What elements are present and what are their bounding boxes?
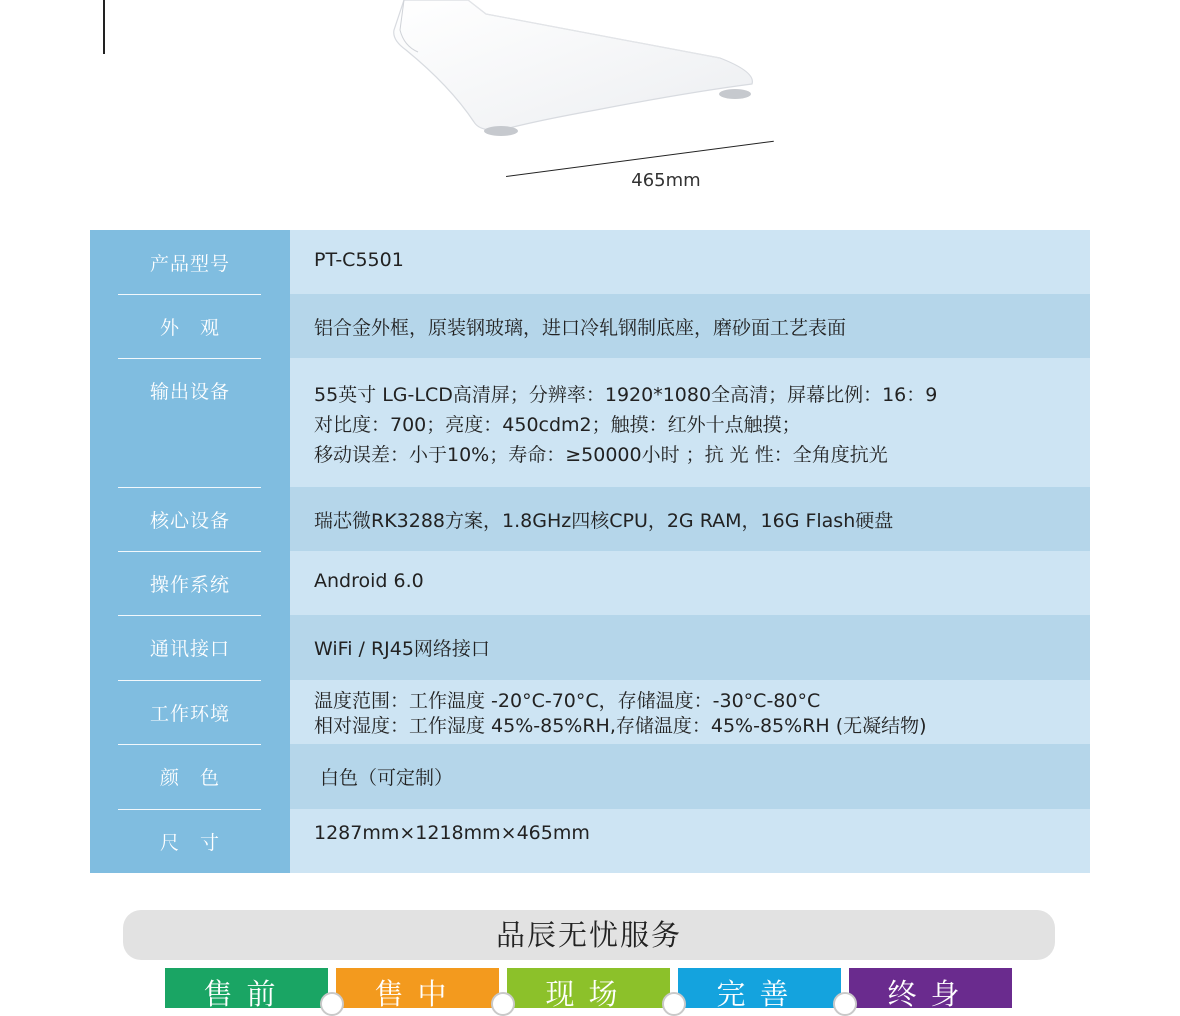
service-tile-improve: 完善 bbox=[678, 968, 841, 1008]
connector-dot bbox=[662, 992, 686, 1016]
service-tile-onsite: 现场 bbox=[507, 968, 670, 1008]
service-banner bbox=[123, 910, 1055, 960]
spec-label: 操作系统 bbox=[149, 574, 230, 596]
spec-row-os bbox=[90, 551, 1090, 615]
spec-value-line: WiFi / RJ45网络接口 bbox=[314, 638, 490, 660]
spec-label: 工作环境 bbox=[149, 703, 230, 725]
spec-row-color bbox=[90, 744, 1090, 809]
spec-value bbox=[290, 615, 1090, 680]
spec-row-core bbox=[90, 487, 1090, 551]
decorative-vertical-line bbox=[103, 0, 105, 54]
spec-value bbox=[290, 230, 1090, 294]
spec-value bbox=[290, 551, 1090, 615]
spec-value bbox=[290, 809, 1090, 873]
spec-label: 核心设备 bbox=[149, 510, 230, 532]
spec-value-line: 55英寸 LG-LCD高清屏；分辨率：1920*1080全高清；屏幕比例：16：9 bbox=[314, 384, 938, 406]
service-tile-insale: 售中 bbox=[336, 968, 499, 1008]
spec-label: 颜 色 bbox=[159, 767, 220, 789]
spec-label: 尺 寸 bbox=[159, 832, 220, 854]
connector-dot bbox=[833, 992, 857, 1016]
spec-value-line: 相对湿度：工作湿度 45%-85%RH,存储温度：45%-85%RH (无凝结物) bbox=[314, 715, 927, 737]
spec-row-appearance bbox=[90, 294, 1090, 358]
spec-value-line: PT-C5501 bbox=[314, 249, 404, 271]
dimension-label: 465mm bbox=[631, 170, 701, 191]
spec-value-line: 对比度：700；亮度：450cdm2；触摸：红外十点触摸； bbox=[314, 414, 801, 436]
spec-value bbox=[290, 294, 1090, 358]
spec-value-line: 铝合金外框，原装钢玻璃，进口冷轧钢制底座，磨砂面工艺表面 bbox=[314, 317, 847, 339]
spec-value-line: 1287mm×1218mm×465mm bbox=[314, 822, 590, 844]
spec-value bbox=[290, 744, 1090, 809]
spec-row-output-device bbox=[90, 358, 1090, 487]
spec-value bbox=[290, 487, 1090, 551]
connector-dot bbox=[320, 992, 344, 1016]
service-title: 品辰无忧服务 bbox=[495, 918, 682, 952]
spec-value-line: 瑞芯微RK3288方案，1.8GHz四核CPU，2G RAM，16G Flash硬盘 bbox=[314, 510, 894, 532]
spec-value-line: 白色（可定制） bbox=[320, 767, 454, 789]
connector-dot bbox=[491, 992, 515, 1016]
spec-value-line: Android 6.0 bbox=[314, 570, 424, 592]
display-stand-base-image bbox=[390, 0, 770, 145]
service-tile-presale: 售前 bbox=[165, 968, 328, 1008]
spec-value bbox=[290, 358, 1090, 487]
spec-label: 输出设备 bbox=[149, 381, 230, 403]
spec-row-size bbox=[90, 809, 1090, 873]
spec-value-line: 温度范围：工作温度 -20°C-70°C，存储温度：-30°C-80°C bbox=[314, 690, 821, 712]
spec-label: 外 观 bbox=[159, 317, 220, 339]
spec-row-model bbox=[90, 230, 1090, 294]
spec-value-line: 移动误差：小于10%；寿命：≥50000小时 ；抗 光 性：全角度抗光 bbox=[314, 444, 888, 466]
spec-value bbox=[290, 680, 1090, 744]
spec-label: 产品型号 bbox=[149, 253, 230, 275]
service-tile-lifetime: 终身 bbox=[849, 968, 1012, 1008]
spec-label: 通讯接口 bbox=[149, 638, 230, 660]
spec-row-environment bbox=[90, 680, 1090, 744]
spec-row-interface bbox=[90, 615, 1090, 680]
spec-table bbox=[90, 230, 1090, 873]
